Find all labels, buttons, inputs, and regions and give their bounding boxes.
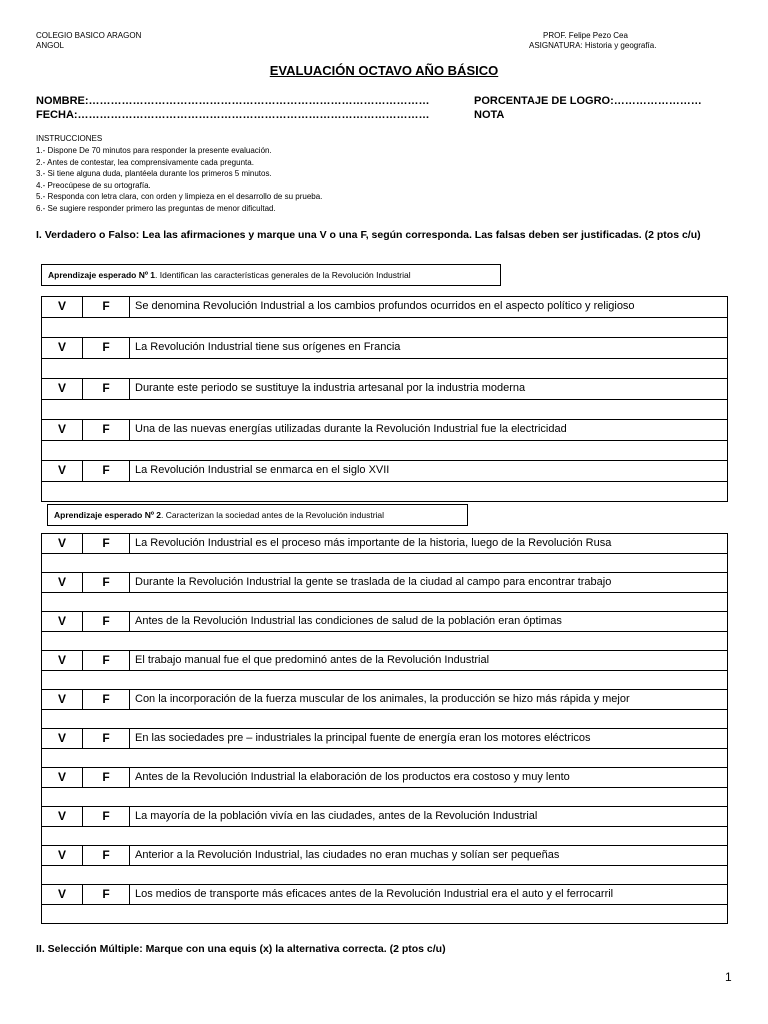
true-false-table-1 (41, 296, 728, 502)
false-option[interactable]: F (83, 885, 130, 905)
true-option[interactable]: V (42, 420, 83, 441)
grade-field: NOTA (474, 109, 505, 121)
true-option[interactable]: V (42, 768, 83, 788)
section-1-heading: I. Verdadero o Falso: Lea las afirmaciones y marque una V o una F, según corresponda. Las falsas deben ser justificadas. (2 ptos c/u) (36, 229, 701, 241)
true-option[interactable]: V (42, 690, 83, 710)
statement-text: La mayoría de la población vivía en las ciudades, antes de la Revolución Industrial (130, 807, 728, 827)
false-option[interactable]: F (83, 690, 130, 710)
false-option[interactable]: F (83, 338, 130, 359)
subject-name: ASIGNATURA: Historia y geografía. (529, 41, 657, 50)
true-option[interactable]: V (42, 885, 83, 905)
false-option[interactable]: F (83, 768, 130, 788)
justification-field[interactable] (42, 632, 728, 651)
justification-row[interactable] (42, 318, 728, 338)
statement-row (42, 420, 728, 441)
justification-row[interactable] (42, 749, 728, 768)
instruction-item: 3.- Si tiene alguna duda, plantéela durante los primeros 5 minutos. (36, 169, 272, 178)
statement-text: Antes de la Revolución Industrial las condiciones de salud de la población eran óptimas (130, 612, 728, 632)
statement-row (42, 379, 728, 400)
justification-field[interactable] (42, 671, 728, 690)
true-option[interactable]: V (42, 612, 83, 632)
justification-row[interactable] (42, 710, 728, 729)
justification-row[interactable] (42, 441, 728, 461)
statement-row (42, 846, 728, 866)
instructions-title: INSTRUCCIONES (36, 134, 103, 143)
justification-row[interactable] (42, 788, 728, 807)
statement-row (42, 729, 728, 749)
statement-row (42, 338, 728, 359)
justification-row[interactable] (42, 632, 728, 651)
instruction-item: 4.- Preocúpese de su ortografía. (36, 180, 151, 190)
justification-row[interactable] (42, 593, 728, 612)
statement-row (42, 768, 728, 788)
false-option[interactable]: F (83, 534, 130, 554)
learning-objective-label: Aprendizaje esperado Nº 2 (54, 510, 162, 520)
statement-row (42, 461, 728, 482)
statement-row (42, 573, 728, 593)
justification-field[interactable] (42, 554, 728, 573)
justification-row[interactable] (42, 905, 728, 924)
learning-objective-text: . Identifican las características generales de la Revolución Industrial (155, 270, 411, 280)
statement-row (42, 690, 728, 710)
instruction-item: 6.- Se sugiere responder primero las preguntas de menor dificultad. (36, 203, 276, 213)
false-option[interactable]: F (83, 651, 130, 671)
false-option[interactable]: F (83, 807, 130, 827)
false-option[interactable]: F (83, 297, 130, 318)
true-option[interactable]: V (42, 379, 83, 400)
statement-row (42, 807, 728, 827)
statement-text: Durante este periodo se sustituye la industria artesanal por la industria moderna (130, 379, 728, 400)
justification-field[interactable] (42, 827, 728, 846)
statement-text: Con la incorporación de la fuerza muscular de los animales, la producción se hizo más rápida y mejor (130, 690, 728, 710)
date-field: FECHA:…………………………………………………………………………………… (36, 109, 430, 121)
true-option[interactable]: V (42, 846, 83, 866)
percent-field: PORCENTAJE DE LOGRO:…………………… (474, 95, 702, 107)
justification-row[interactable] (42, 554, 728, 573)
section-2-heading: II. Selección Múltiple: Marque con una equis (x) la alternativa correcta. (2 ptos c/u) (36, 943, 446, 955)
statement-row (42, 612, 728, 632)
statement-text: La Revolución Industrial tiene sus orígenes en Francia (130, 338, 728, 359)
justification-field[interactable] (42, 710, 728, 729)
page-number: 1 (725, 970, 732, 984)
name-field: NOMBRE:………………………………………………………………………………… (36, 95, 430, 107)
learning-objective-1 (41, 264, 501, 286)
statement-text: Durante la Revolución Industrial la gente se traslada de la ciudad al campo para encontrar trabajo (130, 573, 728, 593)
justification-row[interactable] (42, 827, 728, 846)
instructions (36, 134, 322, 214)
true-false-table-2 (41, 533, 728, 924)
school-name: COLEGIO BASICO ARAGON (36, 31, 142, 40)
justification-row[interactable] (42, 482, 728, 502)
justification-field[interactable] (42, 866, 728, 885)
false-option[interactable]: F (83, 420, 130, 441)
statement-row (42, 534, 728, 554)
justification-field[interactable] (42, 318, 728, 338)
statement-row (42, 651, 728, 671)
true-option[interactable]: V (42, 338, 83, 359)
city-name: ANGOL (36, 41, 65, 50)
justification-field[interactable] (42, 593, 728, 612)
instruction-item: 5.- Responda con letra clara, con orden y limpieza en el desarrollo de su prueba. (36, 192, 323, 201)
statement-text: El trabajo manual fue el que predominó antes de la Revolución Industrial (130, 651, 728, 671)
learning-objective-label: Aprendizaje esperado Nº 1 (48, 270, 156, 280)
page-title: EVALUACIÓN OCTAVO AÑO BÁSICO (269, 63, 499, 78)
false-option[interactable]: F (83, 612, 130, 632)
justification-field[interactable] (42, 788, 728, 807)
statement-text: La Revolución Industrial es el proceso más importante de la historia, luego de la Revolución Rusa (130, 534, 728, 554)
true-option[interactable]: V (42, 461, 83, 482)
justification-row[interactable] (42, 671, 728, 690)
justification-field[interactable] (42, 359, 728, 379)
statement-text: Anterior a la Revolución Industrial, las ciudades no eran muchas y solían ser pequeñas (130, 846, 728, 866)
statement-text: Los medios de transporte más eficaces antes de la Revolución Industrial era el auto y el ferrocarril (130, 885, 728, 905)
false-option[interactable]: F (83, 846, 130, 866)
instruction-item: 2.- Antes de contestar, lea comprensivamente cada pregunta. (36, 157, 254, 167)
false-option[interactable]: F (83, 461, 130, 482)
justification-field[interactable] (42, 441, 728, 461)
justification-field[interactable] (42, 400, 728, 420)
false-option[interactable]: F (83, 573, 130, 593)
statement-text: En las sociedades pre – industriales la principal fuente de energía eran los motores eléctricos (130, 729, 728, 749)
false-option[interactable]: F (83, 379, 130, 400)
justification-row[interactable] (42, 400, 728, 420)
statement-text: Se denomina Revolución Industrial a los cambios profundos ocurridos en el aspecto político y religioso (130, 297, 728, 318)
learning-objective-text: . Caracterizan la sociedad antes de la Revolución industrial (161, 510, 385, 520)
true-option[interactable]: V (42, 807, 83, 827)
true-option[interactable]: V (42, 729, 83, 749)
justification-row[interactable] (42, 359, 728, 379)
learning-objective-2 (47, 504, 468, 526)
statement-row (42, 885, 728, 905)
true-option[interactable]: V (42, 651, 83, 671)
instruction-item: 1.- Dispone De 70 minutos para responder la presente evaluación. (36, 146, 272, 155)
justification-field[interactable] (42, 905, 728, 924)
statement-text: Una de las nuevas energías utilizadas durante la Revolución Industrial fue la electricidad (130, 420, 728, 441)
true-option[interactable]: V (42, 297, 83, 318)
justification-field[interactable] (42, 482, 728, 502)
justification-field[interactable] (42, 749, 728, 768)
teacher-name: PROF. Felipe Pezo Cea (543, 31, 628, 40)
justification-row[interactable] (42, 866, 728, 885)
true-option[interactable]: V (42, 573, 83, 593)
true-option[interactable]: V (42, 534, 83, 554)
statement-text: Antes de la Revolución Industrial la elaboración de los productos era costoso y muy lento (130, 768, 728, 788)
statement-text: La Revolución Industrial se enmarca en el siglo XVII (130, 461, 728, 482)
false-option[interactable]: F (83, 729, 130, 749)
statement-row (42, 297, 728, 318)
